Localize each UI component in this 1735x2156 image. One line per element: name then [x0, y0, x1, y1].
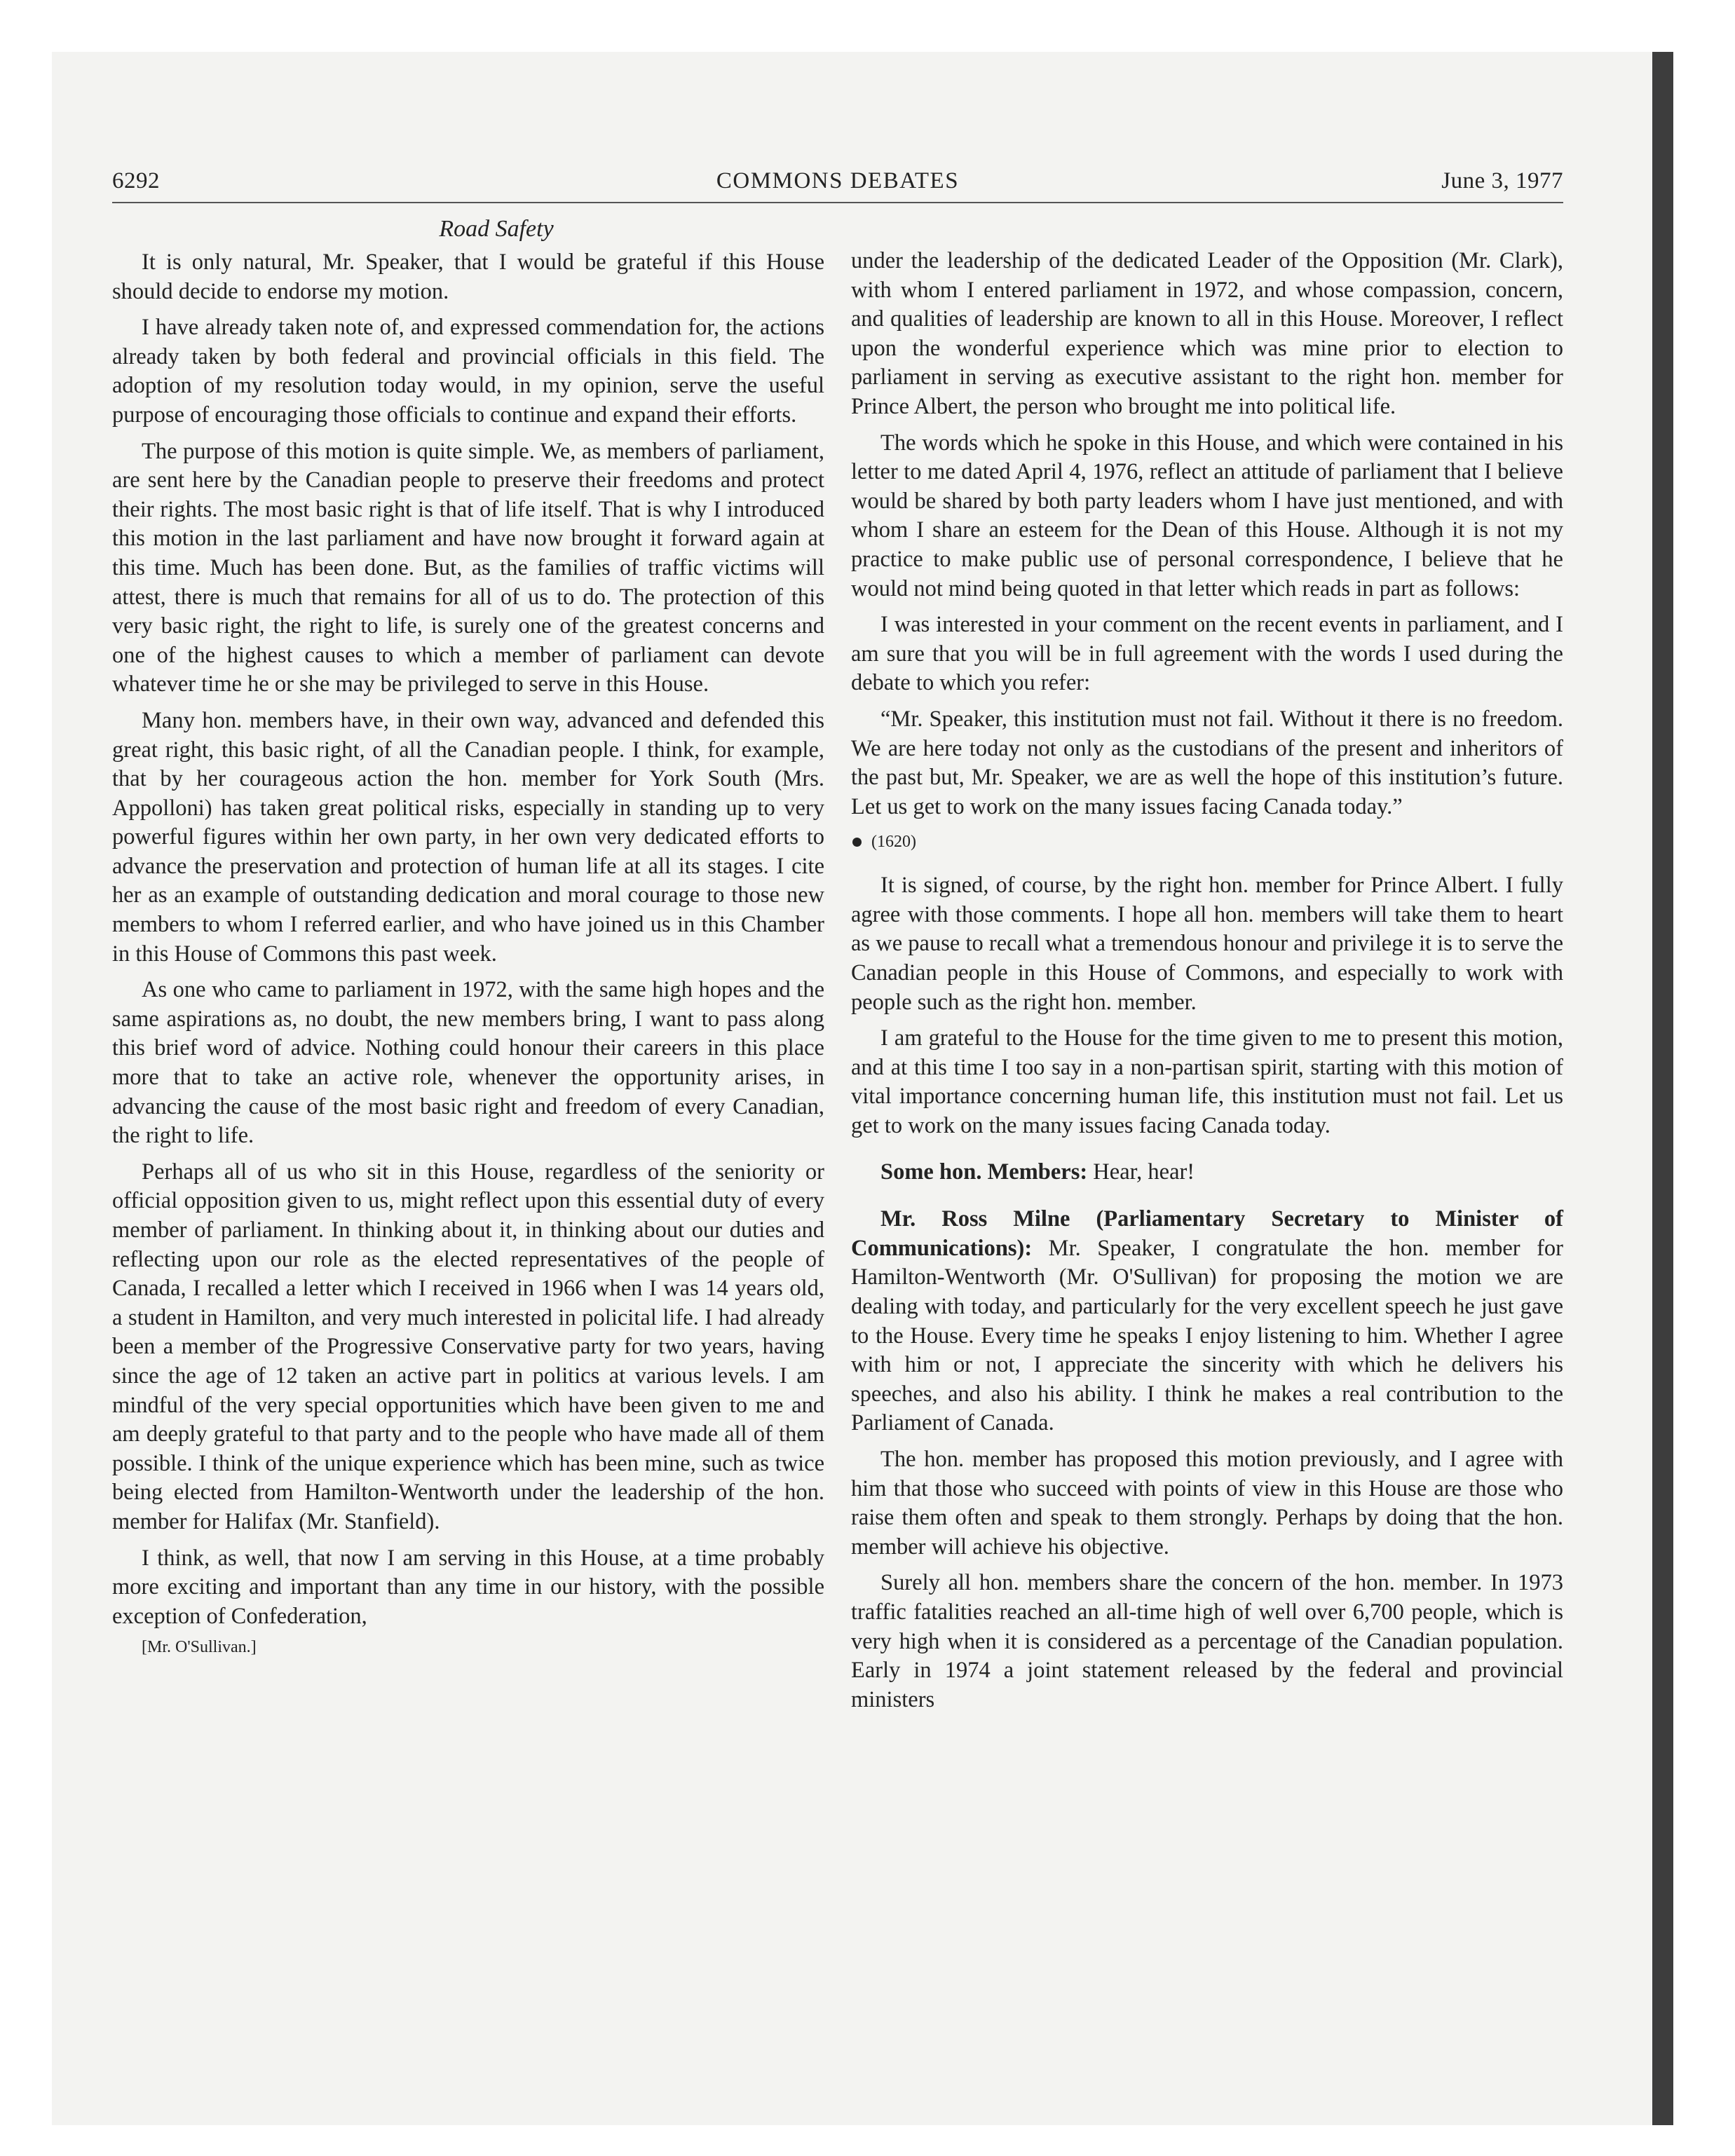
speaker-name: Some hon. Members:	[880, 1159, 1088, 1185]
paragraph: I am grateful to the House for the time given to me to present this motion, and at this time I too say in a non-partisan spirit, starting with this motion of vital importance concerning human life, this institution must not fail. Let us get to work on the many issues facing Canada today.	[851, 1025, 1563, 1139]
interjection-text: Hear, hear!	[1087, 1159, 1195, 1185]
time-marker-text: (1620)	[871, 833, 916, 852]
quoted-letter: I was interested in your comment on the recent events in parliament, and I am sure that you will be in full agreement with the words I used during the debate to which you refer:	[851, 612, 1563, 696]
bullet-icon	[852, 838, 862, 847]
speaker-attribution: [Mr. O'Sullivan.]	[142, 1638, 257, 1657]
paragraph: under the leadership of the dedicated Leader of the Opposition (Mr. Clark), with whom I entered parliament in 1972, and whose compassion, concern, and qualities of leadership are known to all in this House. Moreover, I reflect upon the wonderful experience which was mine prior to election to parliament in serving as executive assistant to the right hon. member for Prince Albert, the person who brought me into political life.	[851, 248, 1563, 419]
page-number: 6292	[112, 168, 160, 193]
paragraph: The words which he spoke in this House, and which were contained in his letter to me dated April 4, 1976, reflect an attitude of parliament that I believe would be shared by both party leaders whom I have just mentioned, and with whom I share an esteem for the Dean of this House. Although it is not my practice to make public use of personal correspondence, I believe that he would not mind being quoted in that letter which reads in part as follows:	[851, 430, 1563, 601]
paragraph: Many hon. members have, in their own way, advanced and defended this great right, this basic right, of all the Canadian people. I think, for example, that by her courageous action the hon. member for York South (Mrs. Appolloni) has taken great political risks, especially in standing up to very powerful figures within her own party, in her own very dedicated efforts to advance the preservation and protection of human life at all its stages. I cite her as an example of outstanding dedication and moral courage to those new members to whom I referred earlier, and who have joined us in this Chamber in this House of Commons this past week.	[112, 707, 824, 967]
paragraph: As one who came to parliament in 1972, with the same high hopes and the same aspirations as, no doubt, the new members bring, I want to pass along this brief word of advice. Nothing could honour their careers in this place more that to take an active role, whenever the opportunity arises, in advancing the cause of the most basic right and freedom of every Canadian, the right to life.	[112, 977, 824, 1149]
paragraph: Surely all hon. members share the concern of the hon. member. In 1973 traffic fatalities reached an all-time high of well over 6,700 people, which is very high when it is considered as a percentage of the Canadian population. Early in 1974 a joint statement released by the federal and provincial ministers	[851, 1570, 1563, 1712]
paragraph: It is signed, of course, by the right hon. member for Prince Albert. I fully agree with those comments. I hope all hon. members will take them to heart as we pause to recall what a tremendous honour and privilege it is to serve the Canadian people in this House of Commons, and especially to work with people such as the right hon. member.	[851, 873, 1563, 1015]
paragraph: It is only natural, Mr. Speaker, that I would be grateful if this House should decide to endorse my motion.	[112, 250, 824, 304]
speech-opening	[851, 1205, 1563, 1438]
left-column	[112, 210, 824, 1657]
interjection	[851, 1158, 1563, 1187]
paragraph: I have already taken note of, and expressed commendation for, the actions already taken by both federal and provincial officials in this field. The adoption of my resolution today would, in my opinion, serve the useful purpose of encouraging those officials to continue and expand their efforts.	[112, 315, 824, 428]
hansard-page	[112, 168, 1563, 1712]
paragraph: The purpose of this motion is quite simple. We, as members of parliament, are sent here by the Canadian people to preserve their freedoms and protect their rights. The most basic right is that of life itself. That is why I introduced this motion in the last parliament and have now brought it forward again at this time. Much has been done. But, as the families of traffic victims will attest, there is much that remains for all of us to do. The protection of this very basic right, the right to life, is surely one of the greatest concerns and one of the highest causes to which a member of parliament can devote whatever time he or she may be privileged to serve in this House.	[112, 438, 824, 697]
time-marker	[851, 833, 1563, 852]
paragraph: Perhaps all of us who sit in this House, regardless of the seniority or official opposition given to us, might reflect upon this essential duty of every member of parliament. In thinking about it, in thinking about our duties and reflecting upon our role as the elected representatives of the people of Canada, I recalled a letter which I received in 1966 when I was 14 years old, a student in Hamilton, and very much interested in policital life. I had already been a member of the Progressive Conservative party for two years, having since the age of 12 taken an active part in politics at various levels. I am mindful of the very special opportunities which have been given to me and am deeply grateful to that party and to the people who have made all of them possible. I think of the unique experience which has been mine, such as twice being elected from Hamilton-Wentworth under the leadership of the hon. member for Halifax (Mr. Stanfield).	[112, 1159, 824, 1534]
paragraph: I think, as well, that now I am serving in this House, at a time probably more exciting and important than any time in our history, with the possible exception of Confederation,	[112, 1545, 824, 1629]
issue-date: June 3, 1977	[1441, 168, 1563, 193]
section-heading: Road Safety	[439, 216, 554, 242]
speech-text: Mr. Speaker, I congratulate the hon. member for Hamilton-Wentworth (Mr. O'Sullivan) for proposing the motion we are dealing with today, and particularly for the very excellent speech he just gave to the House. Every time he speaks I enjoy listening to him. Whether I agree with him or not, I appreciate the sincerity with which he delivers his speeches, and also his ability. I think he makes a real contribution to the Parliament of Canada.	[851, 1235, 1563, 1436]
speaker-name: Mr. Ross Milne (Parliamentary Secretary to Minister of Communications):	[851, 1206, 1563, 1261]
scan-edge-shadow	[1652, 52, 1673, 2125]
quoted-letter: “Mr. Speaker, this institution must not fail. Without it there is no freedom. We are here today not only as the custodians of the present and inheritors of the past but, Mr. Speaker, we are as well the hope of this institution’s future. Let us get to work on the many issues facing Canada today.”	[851, 706, 1563, 819]
right-column	[851, 247, 1563, 1721]
paragraph: The hon. member has proposed this motion previously, and I agree with him that those who succeed with points of view in this House are those who raise them often and speak to them strongly. Perhaps by doing that the hon. member will achieve his objective.	[851, 1446, 1563, 1560]
publication-title: COMMONS DEBATES	[716, 168, 960, 193]
running-head	[112, 168, 1563, 203]
